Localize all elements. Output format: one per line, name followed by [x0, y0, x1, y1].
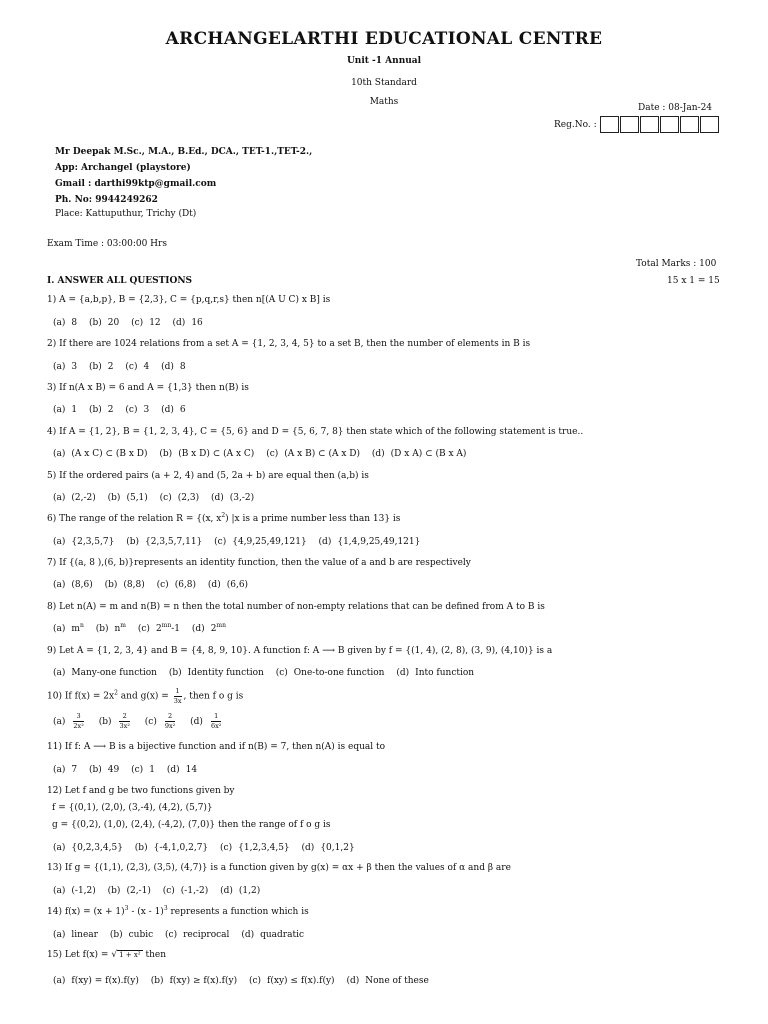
option-label: (d)	[220, 886, 233, 896]
text-fragment: Let A = {1, 2, 3, 4} and B = {4, 8, 9, 10}. A function f: A ⟶ B given by f = {(1, 4), (2, 8), (3, 9), (4,10)} is a	[59, 646, 553, 656]
option-value: (2,-1)	[126, 886, 151, 896]
fraction	[174, 688, 182, 704]
options-1	[53, 318, 212, 328]
text-fragment: If the ordered pairs (a + 2, 4) and (5, 2a + b) are equal then (a,b) is	[59, 471, 369, 481]
option-label: (b)	[109, 930, 123, 940]
option-label: (d)	[207, 580, 221, 590]
superscript: mn	[161, 622, 172, 629]
option-label: (b)	[126, 537, 140, 547]
option-value: (8,8)	[123, 580, 145, 590]
question-11	[47, 742, 385, 752]
fraction	[211, 713, 221, 729]
option-value: f(xy) ≤ f(x).f(y)	[267, 976, 335, 986]
text-fragment: If f: A ⟶ B is a bijective function and if n(B) = 7, then n(A) is equal to	[64, 742, 386, 752]
text-fragment: 2	[155, 624, 162, 634]
fraction-denominator: 2x²	[73, 721, 84, 730]
text-fragment: Let f and g be two functions given by	[64, 786, 235, 796]
option-value: None of these	[365, 976, 429, 986]
option-value: 14	[185, 765, 198, 775]
question-5	[47, 471, 369, 481]
teacher-phone: Ph. No: 9944249262	[55, 195, 158, 205]
option-label: (a)	[53, 668, 66, 678]
text-fragment: m	[71, 624, 80, 634]
text-fragment: Let n(A) = m and n(B) = n then the total number of non-empty relations that can be defined from A to B is	[59, 602, 545, 612]
fraction	[73, 713, 83, 729]
text-fragment: If there are 1024 relations from a set A = {1, 2, 3, 4, 5} to a set B, then the number of elements in B is	[59, 339, 531, 349]
text-fragment: and g(x) =	[117, 691, 172, 702]
question-13	[47, 863, 511, 873]
fraction-numerator: 1	[175, 687, 180, 695]
teacher-name: Mr Deepak M.Sc., M.A., B.Ed., DCA., TET-1.,TET-2.,	[55, 147, 313, 157]
option-value: linear	[71, 930, 98, 940]
option-label: (b)	[104, 580, 118, 590]
text-fragment: 10)	[47, 691, 62, 702]
option-label: (c)	[137, 624, 150, 634]
text-fragment: 14)	[47, 907, 62, 917]
option-value: {1,4,9,25,49,121}	[337, 537, 421, 547]
options-10	[53, 713, 223, 729]
option-label: (d)	[191, 624, 205, 634]
option-value: (5,1)	[126, 493, 148, 503]
question-4	[47, 427, 583, 437]
option-label: (b)	[98, 716, 112, 727]
option-value: {2,3,5,7,11}	[145, 537, 203, 547]
section-title: I. ANSWER ALL QUESTIONS	[47, 276, 193, 286]
text-fragment: 13)	[47, 863, 62, 873]
option-value: 6	[179, 405, 186, 415]
option-label: (d)	[172, 318, 186, 328]
text-fragment: Let f(x) =	[64, 950, 112, 960]
option-value: (6,8)	[174, 580, 197, 590]
option-label: (b)	[134, 843, 148, 853]
option-value: 8	[71, 318, 78, 328]
question-14	[47, 907, 309, 917]
option-value: 7	[71, 765, 78, 775]
teacher-place: Place: Kattuputhur, Trichy (Dt)	[55, 209, 197, 219]
superscript: 3	[124, 905, 129, 912]
option-label: (c)	[156, 580, 169, 590]
option-label: (c)	[125, 362, 138, 372]
fraction-numerator: 1	[211, 713, 221, 722]
text-fragment: 11)	[47, 742, 62, 752]
option-value: 4	[143, 362, 150, 372]
option-label: (d)	[318, 537, 332, 547]
text-fragment: - (x - 1)	[128, 907, 164, 917]
question-3	[47, 383, 249, 393]
option-value: (B x D) ⊂ (A x C)	[178, 449, 255, 459]
text-fragment: 9)	[47, 646, 57, 656]
option-label: (c)	[159, 493, 172, 503]
option-value: (A x B) ⊂ (A x D)	[284, 449, 360, 459]
reg-no-box[interactable]	[600, 116, 619, 133]
fraction-denominator: 3x²	[119, 721, 130, 730]
option-value: cubic	[128, 930, 154, 940]
fraction-denominator: 9x²	[164, 721, 176, 730]
text-fragment: 5)	[47, 471, 57, 481]
option-label: (a)	[53, 318, 66, 328]
fraction-denominator: 3x	[173, 696, 182, 705]
options-14	[53, 930, 313, 940]
text-fragment: 3)	[47, 383, 57, 393]
standard-label: 10th Standard	[351, 78, 417, 88]
option-label: (a)	[53, 716, 66, 727]
text-fragment: 1 + x²	[119, 951, 141, 959]
option-label: (d)	[241, 930, 255, 940]
option-value: (2,-2)	[71, 493, 96, 503]
text-fragment: If f(x) = 2x	[64, 691, 115, 702]
option-label: (d)	[166, 765, 180, 775]
option-value: {0,1,2}	[320, 843, 355, 853]
option-label: (c)	[144, 716, 157, 727]
options-9	[53, 668, 483, 678]
option-value: 1	[71, 405, 78, 415]
text-fragment: 15)	[47, 950, 62, 960]
option-value: reciprocal	[183, 930, 230, 940]
option-value: 20	[107, 318, 120, 328]
option-value: (2,3)	[177, 493, 200, 503]
option-label: (d)	[301, 843, 315, 853]
text-fragment: The range of the relation R = {(x, x	[59, 514, 222, 524]
option-value: Many-one function	[71, 668, 157, 678]
option-label: (b)	[168, 668, 182, 678]
reg-no-box[interactable]	[700, 116, 719, 133]
options-4	[53, 449, 475, 459]
option-label: (c)	[214, 537, 227, 547]
option-value: -1	[171, 624, 181, 634]
fraction	[165, 713, 175, 729]
section-marks: 15 x 1 = 15	[667, 276, 720, 286]
text-fragment: n	[114, 624, 121, 634]
superscript: mn	[216, 622, 226, 629]
exam-time: Exam Time : 03:00:00 Hrs	[47, 239, 167, 249]
options-15	[53, 976, 438, 986]
question-10	[47, 688, 243, 704]
option-value: (D x A) ⊂ (B x A)	[390, 449, 467, 459]
option-label: (b)	[89, 405, 102, 415]
reg-no-box[interactable]	[620, 116, 639, 133]
option-label: (a)	[53, 843, 66, 853]
option-value: {1,2,3,4,5}	[238, 843, 290, 853]
option-label: (a)	[53, 362, 66, 372]
text-fragment: then	[142, 950, 167, 960]
option-value: (-1,-2)	[180, 886, 209, 896]
text-fragment: If {(a, 8 ),(6, b)}represents an identity function, then the value of a and b are respectively	[59, 558, 471, 568]
option-value: 12	[149, 318, 161, 328]
fraction-numerator: 2	[119, 713, 129, 722]
option-value: quadratic	[260, 930, 304, 940]
option-value: (3,-2)	[229, 493, 255, 503]
option-value: {-4,1,0,2,7}	[153, 843, 209, 853]
question-9	[47, 646, 552, 656]
reg-no-box[interactable]	[680, 116, 699, 133]
option-label: (a)	[53, 493, 66, 503]
question-8	[47, 602, 545, 612]
option-value: 3	[143, 405, 150, 415]
text-fragment: If A = {1, 2}, B = {1, 2, 3, 4}, C = {5, 6} and D = {5, 6, 7, 8} then state which of the following statement is true..	[59, 427, 584, 437]
question-2	[47, 339, 530, 349]
superscript: 2	[114, 689, 118, 697]
option-label: (a)	[53, 765, 66, 775]
question-6	[47, 514, 400, 524]
option-label: (c)	[248, 976, 262, 986]
options-5	[53, 493, 263, 503]
option-label: (d)	[371, 449, 385, 459]
reg-no-label: Reg.No. :	[554, 120, 597, 130]
fraction-numerator: 3	[73, 713, 83, 722]
option-label: (a)	[53, 930, 66, 940]
option-label: (a)	[53, 976, 66, 986]
option-value: Identity function	[187, 668, 264, 678]
text-fragment: 12)	[47, 786, 62, 796]
option-label: (c)	[131, 318, 144, 328]
text-fragment: 7)	[47, 558, 57, 568]
option-label: (c)	[266, 449, 279, 459]
superscript: m	[120, 622, 126, 629]
text-fragment: If n(A x B) = 6 and A = {1,3} then n(B) is	[59, 383, 249, 393]
option-value: 49	[107, 765, 120, 775]
option-label: (a)	[53, 405, 66, 415]
option-value: (1,2)	[238, 886, 261, 896]
option-value: 16	[191, 318, 203, 328]
question-12-line3: g = {(0,2), (1,0), (2,4), (-4,2), (7,0)} then the range of f o g is	[52, 820, 331, 830]
option-label: (c)	[162, 886, 175, 896]
question-number: 1)	[47, 295, 57, 305]
option-value: 2	[107, 405, 114, 415]
text-fragment: 4)	[47, 427, 57, 437]
option-value: Into function	[415, 668, 475, 678]
text-fragment: represents a function which is	[167, 907, 309, 917]
option-label: (b)	[89, 362, 102, 372]
reg-no-box[interactable]	[660, 116, 679, 133]
text-fragment: 8)	[47, 602, 57, 612]
text-fragment: If g = {(1,1), (2,3), (3,5), (4,7)} is a function given by g(x) = αx + β then the values of α and β are	[64, 863, 511, 873]
option-value: (8,6)	[71, 580, 93, 590]
text-fragment: 2	[210, 624, 217, 634]
fraction	[119, 713, 129, 729]
options-7	[53, 580, 257, 590]
options-12	[53, 843, 364, 853]
text-fragment: ) |x is a prime number less than 13} is	[225, 514, 401, 524]
option-label: (d)	[161, 405, 174, 415]
option-label: (c)	[220, 843, 233, 853]
options-2	[53, 362, 195, 372]
option-value: f(xy) = f(x).f(y)	[71, 976, 139, 986]
option-label: (d)	[161, 362, 174, 372]
option-value: {2,3,5,7}	[71, 537, 115, 547]
option-label: (b)	[89, 765, 102, 775]
option-label: (b)	[159, 449, 173, 459]
option-label: (a)	[53, 537, 66, 547]
options-13	[53, 886, 269, 896]
text-fragment: f(x) = (x + 1)	[64, 907, 125, 917]
option-value: (A x C) ⊂ (B x D)	[71, 449, 148, 459]
option-label: (c)	[275, 668, 288, 678]
text-fragment: 6)	[47, 514, 57, 524]
option-label: (b)	[95, 624, 109, 634]
option-label: (d)	[210, 493, 224, 503]
sqrt-icon: √	[111, 950, 118, 960]
options-3	[53, 405, 195, 415]
question-15	[47, 950, 166, 960]
teacher-app: App: Archangel (playstore)	[55, 163, 191, 173]
question-12-line2: f = {(0,1), (2,0), (3,-4), (4,2), (5,7)}	[52, 803, 213, 813]
option-value: 8	[179, 362, 186, 372]
option-value: {0,2,3,4,5}	[71, 843, 123, 853]
option-value: f(xy) ≥ f(x).f(y)	[169, 976, 238, 986]
question-1	[47, 295, 330, 305]
school-title: ARCHANGELARTHI EDUCATIONAL CENTRE	[165, 29, 603, 49]
option-label: (a)	[53, 580, 66, 590]
options-6	[53, 537, 429, 547]
exam-unit: Unit -1 Annual	[346, 56, 422, 66]
option-label: (b)	[150, 976, 164, 986]
option-label: (c)	[131, 765, 144, 775]
option-value: 1	[149, 765, 155, 775]
option-value: 2	[107, 362, 114, 372]
option-label: (d)	[190, 716, 203, 727]
option-label: (a)	[53, 449, 66, 459]
options-8	[53, 624, 226, 634]
option-label: (a)	[53, 624, 66, 634]
option-label: (b)	[107, 493, 121, 503]
reg-no-box[interactable]	[640, 116, 659, 133]
option-label: (d)	[396, 668, 410, 678]
option-label: (c)	[125, 405, 138, 415]
exam-date: Date : 08-Jan-24	[638, 103, 713, 113]
option-label: (b)	[107, 886, 121, 896]
option-label: (b)	[89, 318, 102, 328]
question-12	[47, 786, 234, 796]
text-fragment: 2)	[47, 339, 57, 349]
option-value: One-to-one function	[293, 668, 385, 678]
subject-label: Maths	[369, 97, 399, 107]
superscript: 2	[221, 512, 226, 519]
question-7	[47, 558, 471, 568]
fraction-numerator: 2	[165, 713, 175, 722]
options-11	[53, 765, 206, 775]
question-text: A = {a,b,p}, B = {2,3}, C = {p,q,r,s} then n[(A U C) x B] is	[59, 295, 331, 305]
text-fragment: , then f o g is	[183, 691, 244, 702]
option-value: 3	[71, 362, 78, 372]
option-value: {4,9,25,49,121}	[232, 537, 307, 547]
option-label: (c)	[165, 930, 178, 940]
superscript: 3	[163, 905, 168, 912]
option-value: (6,6)	[226, 580, 249, 590]
option-label: (a)	[53, 886, 66, 896]
option-value: (-1,2)	[71, 886, 96, 896]
option-label: (d)	[346, 976, 360, 986]
superscript: n	[79, 622, 84, 629]
teacher-gmail: Gmail : darthi99ktp@gmail.com	[55, 179, 217, 189]
total-marks: Total Marks : 100	[636, 259, 717, 269]
fraction-denominator: 6x²	[210, 721, 222, 730]
